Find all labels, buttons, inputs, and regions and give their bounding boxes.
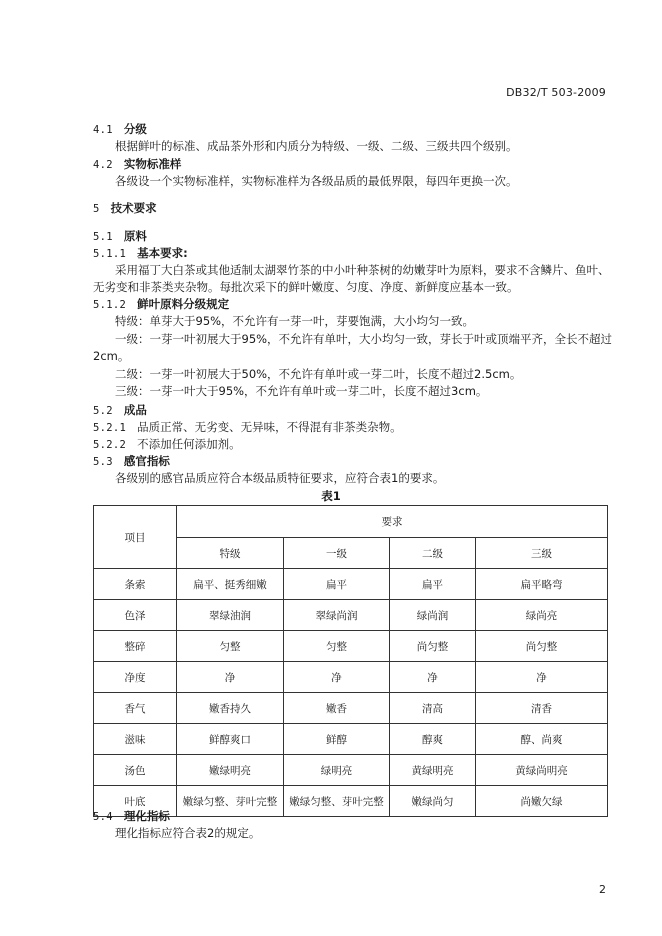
grade-header-cell: 一级 [284, 538, 390, 569]
grade-three-rule: 三级：一芽一叶大于95%，不允许有单叶或一芽二叶，长度不超过3cm。 [115, 384, 488, 398]
section-5-3-heading [93, 454, 170, 469]
section-number: 5 [93, 203, 100, 215]
section-body: 不添加任何添加剂。 [137, 437, 241, 451]
section-title: 实物标准样 [123, 157, 182, 171]
section-title: 技术要求 [110, 201, 157, 215]
section-4-1-body: 根据鲜叶的标准、成品茶外形和内质分为特级、一级、二级、三级共四个级别。 [115, 139, 518, 153]
value-cell: 翠绿油润 [177, 600, 284, 631]
grade-header-cell: 三级 [476, 538, 608, 569]
value-cell: 扁平 [390, 569, 476, 600]
grade-one-rule-line2: 2cm。 [93, 349, 130, 363]
section-title: 基本要求: [137, 246, 188, 260]
section-4-1-heading [93, 122, 147, 137]
value-cell: 嫩香持久 [177, 693, 284, 724]
sensory-requirements-table [93, 505, 608, 817]
grade-special-rule: 特级：单芽大于95%，不允许有一芽一叶，芽要饱满，大小均匀一致。 [115, 314, 475, 328]
section-number: 5.4 [93, 811, 113, 823]
value-cell: 净 [177, 662, 284, 693]
table-row [94, 693, 608, 724]
section-5-heading [93, 201, 157, 216]
value-cell: 扁平略弯 [476, 569, 608, 600]
value-cell: 嫩香 [284, 693, 390, 724]
value-cell: 翠绿尚润 [284, 600, 390, 631]
value-cell: 醇、尚爽 [476, 724, 608, 755]
section-5-1-2-heading [93, 297, 229, 312]
section-5-1-heading [93, 229, 147, 244]
table-caption: 表1 [321, 489, 341, 503]
section-5-2-heading [93, 403, 147, 418]
table-row [94, 600, 608, 631]
value-cell: 净 [476, 662, 608, 693]
section-5-2-1 [93, 420, 402, 435]
grade-one-rule-line1: 一级：一芽一叶初展大于95%，不允许有单叶，大小均匀一致，芽长于叶或顶端平齐，全长不超过 [115, 332, 613, 346]
section-number: 4.2 [93, 159, 113, 171]
page-number: 2 [599, 883, 606, 896]
section-5-1-1-body-line1: 采用福丁大白茶或其他适制太湖翠竹茶的中小叶种茶树的幼嫩芽叶为原料，要求不含鳞片、鱼叶、 [115, 263, 610, 277]
value-cell: 尚匀整 [390, 631, 476, 662]
value-cell: 黄绿明亮 [390, 755, 476, 786]
value-cell: 清高 [390, 693, 476, 724]
value-cell: 绿明亮 [284, 755, 390, 786]
value-cell: 嫩绿匀整、芽叶完整 [284, 786, 390, 817]
value-cell: 鲜醇爽口 [177, 724, 284, 755]
table-row [94, 631, 608, 662]
table-row [94, 662, 608, 693]
standard-number: DB32/T 503-2009 [506, 86, 606, 99]
section-number: 5.3 [93, 456, 113, 468]
value-cell: 嫩绿匀整、芽叶完整 [177, 786, 284, 817]
item-cell: 汤色 [94, 755, 177, 786]
section-5-1-1-body-line2: 无劣变和非茶类夹杂物。每批次采下的鲜叶嫩度、匀度、净度、新鲜度应基本一致。 [93, 280, 519, 294]
table-row [94, 755, 608, 786]
section-number: 5.1.2 [93, 299, 127, 311]
section-5-4-body: 理化指标应符合表2的规定。 [115, 826, 261, 840]
section-5-2-2 [93, 437, 241, 452]
section-title: 分级 [123, 122, 147, 136]
section-5-1-1-heading [93, 246, 188, 261]
section-5-4-heading [93, 809, 170, 824]
item-cell: 条索 [94, 569, 177, 600]
section-5-3-body: 各级别的感官品质应符合本级品质特征要求，应符合表1的要求。 [115, 471, 445, 485]
section-body: 品质正常、无劣变、无异味，不得混有非茶类杂物。 [137, 420, 402, 434]
value-cell: 匀整 [284, 631, 390, 662]
value-cell: 扁平 [284, 569, 390, 600]
value-cell: 嫩绿尚匀 [390, 786, 476, 817]
section-number: 5.2.1 [93, 422, 127, 434]
section-title: 成品 [123, 403, 147, 417]
section-number: 5.2.2 [93, 439, 127, 451]
value-cell: 鲜醇 [284, 724, 390, 755]
grade-two-rule: 二级：一芽一叶初展大于50%，不允许有单叶或一芽二叶，长度不超过2.5cm。 [115, 367, 522, 381]
section-number: 5.2 [93, 405, 113, 417]
item-cell: 净度 [94, 662, 177, 693]
table-row [94, 724, 608, 755]
section-4-2-body: 各级设一个实物标准样，实物标准样为各级品质的最低界限，每四年更换一次。 [115, 174, 518, 188]
value-cell: 尚嫩欠绿 [476, 786, 608, 817]
item-cell: 滋味 [94, 724, 177, 755]
value-cell: 匀整 [177, 631, 284, 662]
table-row [94, 786, 608, 817]
value-cell: 醇爽 [390, 724, 476, 755]
value-cell: 嫩绿明亮 [177, 755, 284, 786]
section-number: 4.1 [93, 124, 113, 136]
value-cell: 扁平、挺秀细嫩 [177, 569, 284, 600]
section-title: 原料 [123, 229, 147, 243]
item-cell: 色泽 [94, 600, 177, 631]
value-cell: 黄绿尚明亮 [476, 755, 608, 786]
grade-header-cell: 二级 [390, 538, 476, 569]
item-cell: 叶底 [94, 786, 177, 817]
grade-header-cell: 特级 [177, 538, 284, 569]
requirement-header-cell: 要求 [177, 506, 608, 538]
value-cell: 绿尚亮 [476, 600, 608, 631]
section-title: 鲜叶原料分级规定 [137, 297, 230, 311]
section-number: 5.1 [93, 231, 113, 243]
value-cell: 尚匀整 [476, 631, 608, 662]
section-4-2-heading [93, 157, 181, 172]
value-cell: 净 [284, 662, 390, 693]
item-cell: 整碎 [94, 631, 177, 662]
section-title: 理化指标 [123, 809, 170, 823]
value-cell: 净 [390, 662, 476, 693]
item-cell: 香气 [94, 693, 177, 724]
item-header-cell: 项目 [94, 506, 177, 569]
section-title: 感官指标 [123, 454, 170, 468]
section-number: 5.1.1 [93, 248, 127, 260]
table-row [94, 569, 608, 600]
value-cell: 绿尚润 [390, 600, 476, 631]
table-header-row [94, 506, 608, 538]
value-cell: 清香 [476, 693, 608, 724]
